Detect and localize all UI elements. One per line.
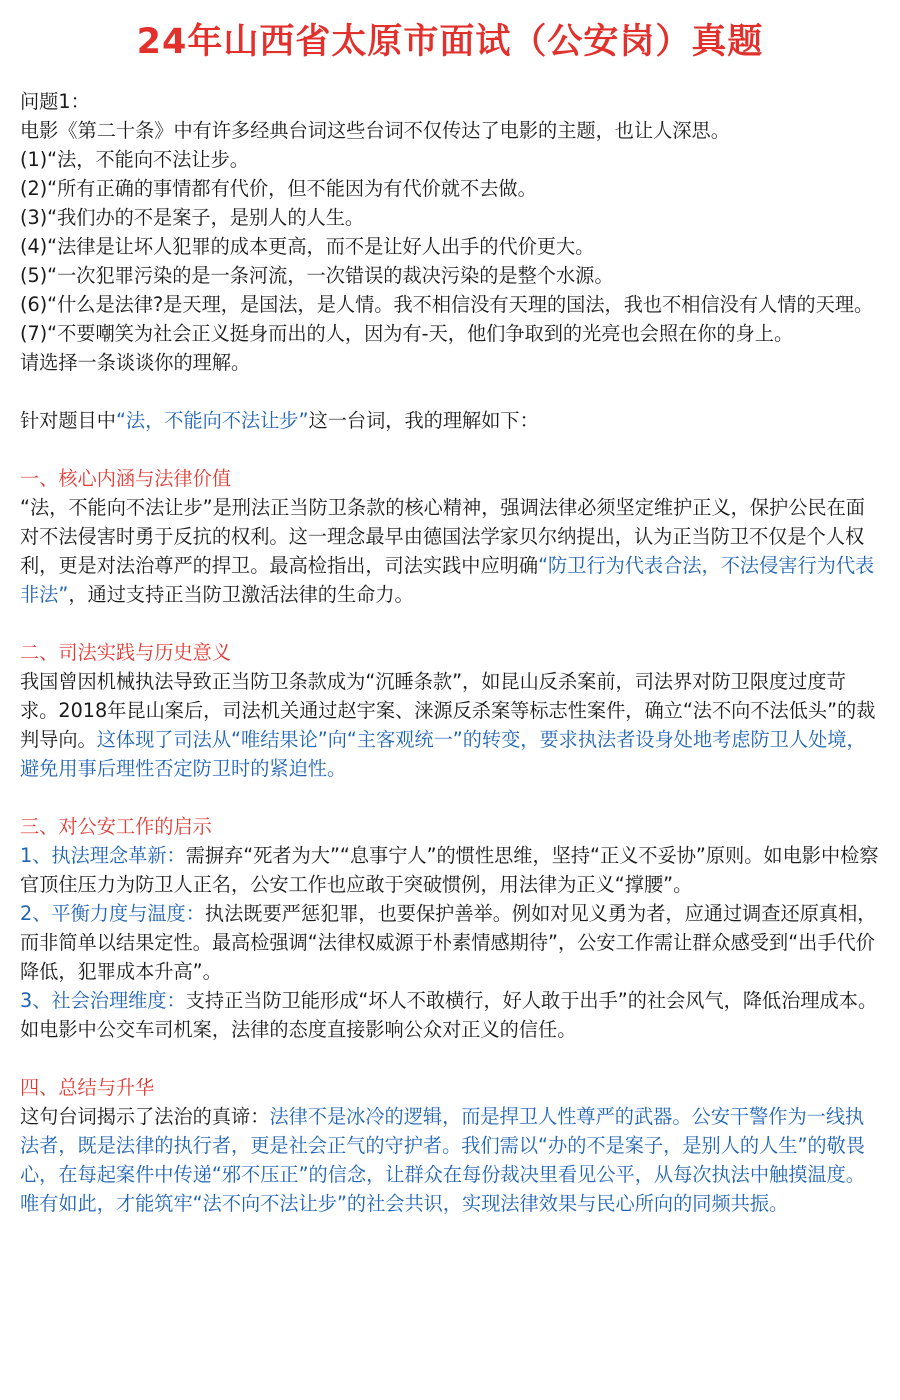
text-segment: 我国曾因机械执法导致正当防卫条款成为“沉睡条款”，如昆山反杀案前，司法界对防卫限度过度苛求。2018年昆山案后，司法机关通过赵宇案、涞源反杀案等标志性案件，确立“法不向不法低头”的裁判导向。 <box>20 670 876 751</box>
quote-item: (4)“法律是让坏人犯罪的成本更高，而不是让好人出手的代价更大。 <box>20 235 595 258</box>
highlighted-text: 1、执法理念革新： <box>20 844 186 867</box>
section-paragraph <box>20 493 882 609</box>
text-segment: 针对题目中 <box>20 409 116 432</box>
answer-section <box>20 812 882 1044</box>
highlighted-text: 法律不是冰冷的逻辑，而是捍卫人性尊严的武器。公安干警作为一线执法者，既是法律的执行者，更是社会正气的守护者。我们需以“办的不是案子，是别人的人生”的敬畏心，在每起案件中传递“邪不压正”的信念，让群众在每份裁决里看见公平，从每次执法中触摸温度。唯有如此，才能筑牢“法不向不法让步”的社会共识，实现法律效果与民心所向的同频共振。 <box>20 1105 865 1215</box>
spacer <box>20 783 882 812</box>
quote-item: (2)“所有正确的事情都有代价，但不能因为有代价就不去做。 <box>20 177 537 200</box>
section-heading: 三、对公安工作的启示 <box>20 815 212 838</box>
quote-item: (6)“什么是法律?是天理，是国法，是人情。我不相信没有天理的国法，我也不相信没有人情的天理。 <box>20 293 874 316</box>
text-segment: 支持正当防卫能形成“坏人不敢横行，好人敢于出手”的社会风气，降低治理成本。如电影中公交车司机案，法律的态度直接影响公众对正义的信任。 <box>20 989 878 1041</box>
spacer <box>20 435 882 464</box>
text-segment: ，通过支持正当防卫激活法律的生命力。 <box>68 583 414 606</box>
question-intro: 电影《第二十条》中有许多经典台词这些台词不仅传达了电影的主题，也让人深思。 <box>20 119 730 142</box>
quote-item: (3)“我们办的不是案子，是别人的人生。 <box>20 206 365 229</box>
section-heading: 四、总结与升华 <box>20 1076 155 1099</box>
spacer <box>20 609 882 638</box>
question-block <box>20 87 882 377</box>
quote-item: (7)“不要嘲笑为社会正义挺身而出的人，因为有-天，他们争取到的光亮也会照在你的身上。 <box>20 322 794 345</box>
section-paragraph <box>20 986 882 1044</box>
section-paragraph <box>20 841 882 899</box>
highlighted-text: 2、平衡力度与温度： <box>20 902 205 925</box>
highlighted-text: 这体现了司法从“唯结果论”向“主客观统一”的转变，要求执法者设身处地考虑防卫人处境，避免用事后理性否定防卫时的紧迫性。 <box>20 728 866 780</box>
answer-section <box>20 1073 882 1218</box>
highlighted-text: “防卫行为代表合法，不法侵害行为代表非法” <box>20 554 875 606</box>
highlighted-text: “法，不能向不法让步” <box>115 409 309 432</box>
spacer <box>20 377 882 406</box>
text-segment: 这句台词揭示了法治的真谛： <box>20 1105 270 1128</box>
answer-section <box>20 464 882 609</box>
spacer <box>20 1044 882 1073</box>
answer-sections <box>20 435 882 1218</box>
text-segment: 这一台词，我的理解如下： <box>308 409 539 432</box>
text-segment: “法，不能向不法让步”是刑法正当防卫条款的核心精神，强调法律必须坚定维护正义，保护公民在面对不法侵害时勇于反抗的权利。这一理念最早由德国法学家贝尔纳提出，认为正当防卫不仅是个人权利，更是对法治尊严的捍卫。最高检指出，司法实践中应明确 <box>20 496 865 577</box>
question-label: 问题1： <box>20 90 90 113</box>
section-heading: 一、核心内涵与法律价值 <box>20 467 232 490</box>
quote-item: (5)“一次犯罪污染的是一条河流，一次错误的裁决污染的是整个水源。 <box>20 264 614 287</box>
quote-item: (1)“法，不能向不法让步。 <box>20 148 249 171</box>
text-segment: 需摒弃“死者为大”“息事宁人”的惯性思维，坚持“正义不妥协”原则。如电影中检察官顶住压力为防卫人正名，公安工作也应敢于突破惯例，用法律为正义“撑腰”。 <box>20 844 879 896</box>
page-title: 24年山西省太原市面试（公安岗）真题 <box>136 22 764 62</box>
section-paragraph <box>20 667 882 783</box>
section-heading: 二、司法实践与历史意义 <box>20 641 232 664</box>
answer-section <box>20 638 882 783</box>
question-prompt: 请选择一条谈谈你的理解。 <box>20 351 251 374</box>
section-paragraph <box>20 899 882 986</box>
document-body <box>20 87 882 1218</box>
answer-intro <box>20 406 882 435</box>
text-segment: 执法既要严惩犯罪，也要保护善举。例如对见义勇为者，应通过调查还原真相，而非简单以结果定性。最高检强调“法律权威源于朴素情感期待”，公安工作需让群众感受到“出手代价降低，犯罪成本升高”。 <box>20 902 877 983</box>
section-paragraph <box>20 1102 882 1218</box>
highlighted-text: 3、社会治理维度： <box>20 989 186 1012</box>
